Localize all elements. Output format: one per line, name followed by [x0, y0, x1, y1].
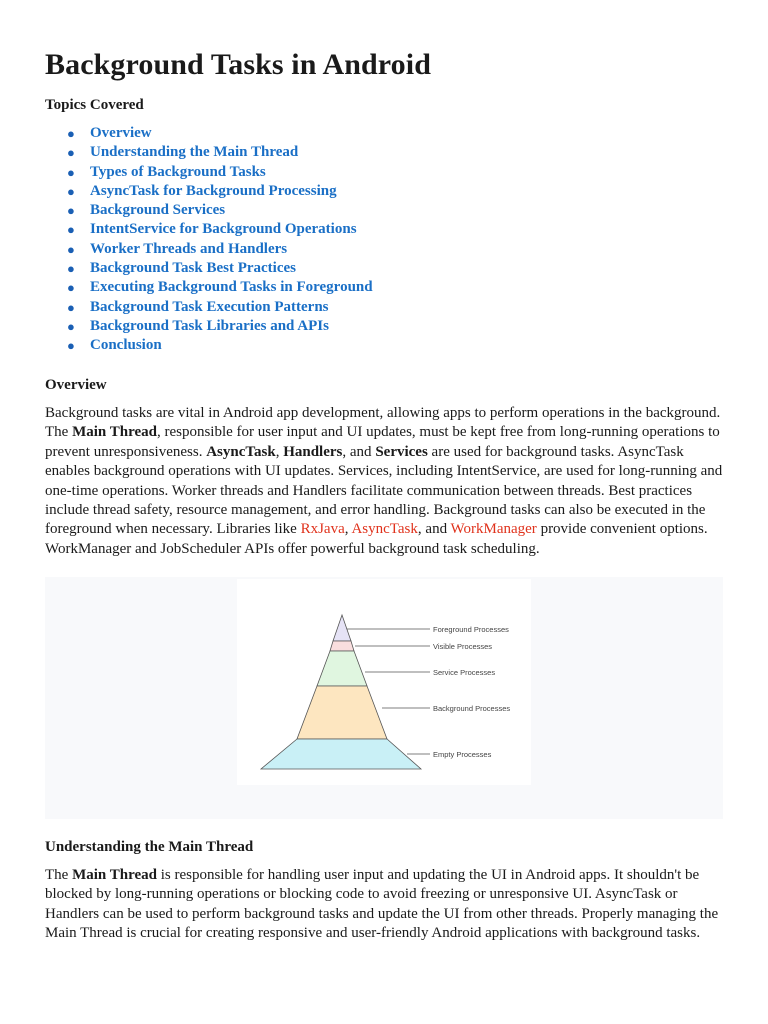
bullet-icon: ● [67, 318, 75, 334]
toc-link-types[interactable]: Types of Background Tasks [90, 163, 266, 180]
toc-link-foreground[interactable]: Executing Background Tasks in Foreground [90, 279, 373, 296]
pyramid-layer-visible [330, 641, 354, 651]
asynctask-link[interactable]: AsyncTask [351, 521, 418, 538]
toc-item [45, 278, 373, 297]
bullet-icon: ● [67, 203, 75, 219]
pyramid-layer-service [317, 651, 367, 686]
toc-item [45, 336, 373, 355]
toc-item [45, 124, 373, 143]
toc-link-worker-threads[interactable]: Worker Threads and Handlers [90, 240, 288, 257]
bullet-icon: ● [67, 280, 75, 296]
toc-link-intentservice[interactable]: IntentService for Background Operations [90, 221, 357, 238]
toc-item [45, 163, 373, 182]
bullet-icon: ● [67, 261, 75, 277]
page-title: Background Tasks in Android [45, 48, 431, 81]
toc-link-services[interactable]: Background Services [90, 202, 226, 219]
workmanager-link[interactable]: WorkManager [450, 521, 537, 538]
rxjava-link[interactable]: RxJava [300, 521, 345, 538]
toc-item [45, 259, 373, 278]
label-foreground-processes: Foreground Processes [433, 625, 509, 634]
bullet-icon: ● [67, 126, 75, 141]
bullet-icon: ● [67, 145, 75, 161]
pyramid-layer-empty [261, 739, 421, 769]
bullet-icon: ● [67, 338, 75, 354]
process-pyramid-diagram [237, 579, 531, 785]
toc-link-main-thread[interactable]: Understanding the Main Thread [90, 144, 299, 161]
table-of-contents [45, 124, 373, 356]
toc-link-overview[interactable]: Overview [90, 125, 152, 141]
toc-link-libraries[interactable]: Background Task Libraries and APIs [90, 317, 329, 334]
toc-item [45, 298, 373, 317]
label-empty-processes: Empty Processes [433, 750, 492, 759]
bullet-icon: ● [67, 222, 75, 238]
toc-item [45, 317, 373, 336]
label-visible-processes: Visible Processes [433, 642, 493, 651]
overview-heading: Overview [45, 377, 107, 393]
bullet-icon: ● [67, 241, 75, 257]
bullet-icon: ● [67, 299, 75, 315]
main-thread-paragraph: The Main Thread is responsible for handling user input and updating the UI in Android apps. It shouldn't be blocked by long-running operations or blocking code to avoid freezing or unresponsive UI. AsyncTask or Handlers can be used to perform background tasks and update the UI from other threads. Properly managing the Main Thread is crucial for creating responsive and user-friendly Android applications with background tasks. [45, 867, 719, 942]
figure-canvas [237, 579, 531, 785]
overview-paragraph: Background tasks are vital in Android app development, allowing apps to perform operations in the background. The Main Thread, responsible for user input and UI updates, must be kept free from long-running operations to prevent unresponsiveness. AsyncTask, Handlers, and Services are used for background tasks. AsyncTask enables background operations with UI updates. Services, including IntentService, are used for long-running and one-time operations. Worker threads and Handlers facilitate communication between threads. Best practices include thread safety, resource management, and error handling. Background tasks can also be executed in the foreground when necessary. Libraries like RxJava, AsyncTask, and WorkManager provide convenient options. WorkManager and JobScheduler APIs offer powerful background task scheduling. [45, 405, 723, 557]
toc-item [45, 143, 373, 162]
pyramid-layer-foreground [333, 615, 351, 641]
bullet-icon: ● [67, 183, 75, 199]
toc-link-best-practices[interactable]: Background Task Best Practices [90, 260, 296, 277]
main-thread-heading: Understanding the Main Thread [45, 839, 254, 855]
topics-heading: Topics Covered [45, 97, 144, 113]
toc-item [45, 240, 373, 259]
label-background-processes: Background Processes [433, 704, 511, 713]
toc-item [45, 201, 373, 220]
process-pyramid-figure [45, 577, 723, 819]
toc-link-asynctask[interactable]: AsyncTask for Background Processing [90, 182, 337, 199]
toc-link-conclusion[interactable]: Conclusion [90, 337, 162, 354]
pyramid-layer-background [297, 686, 387, 739]
toc-link-patterns[interactable]: Background Task Execution Patterns [90, 298, 329, 315]
label-service-processes: Service Processes [433, 668, 496, 677]
bullet-icon: ● [67, 164, 75, 180]
toc-item [45, 220, 373, 239]
toc-item [45, 182, 373, 201]
